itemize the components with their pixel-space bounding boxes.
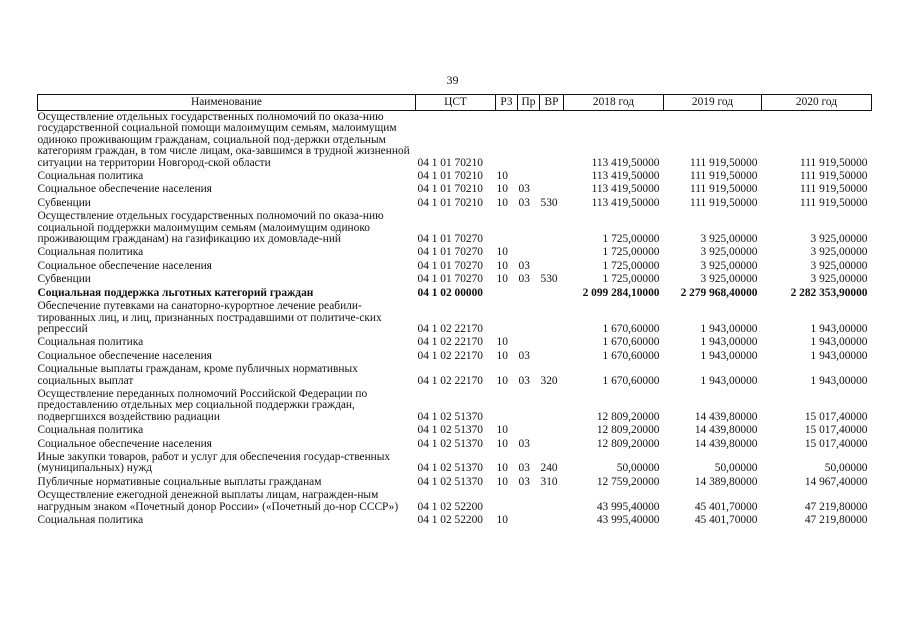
row-2018: 43 995,40000 — [596, 500, 660, 513]
row-cst: 04 1 02 52200 — [417, 514, 483, 526]
row-name: Осуществление отдельных государственных полномочий по оказа-нию государственной социальной помощи малоимущим семьям, малоимущим одиноко проживающим гражданам, социальной под-держки отдельным категориям граждан, в том числе лицам, ока-завшимся в трудной жизненной ситуации на территории Новгород-ской области — [37, 111, 410, 169]
header-2018: 2018 год — [564, 95, 664, 111]
row-2019: 14 439,80000 — [694, 410, 758, 423]
table-row — [38, 476, 872, 489]
row-2020: 111 919,50000 — [800, 170, 868, 183]
table-row — [38, 514, 872, 527]
row-cst: 04 1 02 51370 — [417, 437, 483, 450]
row-rz: 10 — [496, 170, 508, 183]
table-row — [38, 489, 872, 514]
table-row — [38, 451, 872, 476]
row-name: Социальное обеспечение населения — [37, 437, 212, 450]
row-2018: 12 759,20000 — [596, 475, 660, 488]
row-2019: 111 919,50000 — [690, 156, 758, 169]
row-pr — [518, 111, 540, 171]
row-vr: 320 — [540, 374, 558, 387]
row-name: Социальные выплаты гражданам, кроме публичных нормативных социальных выплат — [37, 363, 358, 387]
row-pr — [518, 514, 540, 527]
row-2020: 15 017,40000 — [804, 410, 868, 423]
row-vr — [540, 170, 564, 183]
row-vr: 530 — [540, 273, 558, 286]
row-cst: 04 1 01 70270 — [417, 233, 483, 246]
row-cst: 04 1 02 51370 — [417, 424, 483, 437]
row-rz: 10 — [496, 246, 508, 259]
row-2020: 47 219,80000 — [804, 514, 868, 526]
row-2018: 12 809,20000 — [596, 437, 660, 450]
row-rz — [496, 489, 518, 514]
row-pr: 03 — [518, 273, 530, 286]
row-2018: 1 670,60000 — [602, 322, 660, 335]
row-vr — [540, 336, 564, 349]
row-2020: 3 925,00000 — [810, 273, 868, 286]
row-2019: 111 919,50000 — [690, 196, 758, 209]
row-pr: 03 — [518, 196, 530, 209]
row-2020: 14 967,40000 — [804, 475, 868, 488]
row-pr — [518, 336, 540, 349]
row-pr: 03 — [518, 349, 530, 362]
row-name: Субвенции — [37, 196, 91, 209]
row-name: Осуществление отдельных государственных полномочий по оказа-нию социальной поддержки малоимущим семьям (малоимущим одиноко проживающим гражданам) на газификацию их домовладе-ний — [37, 210, 384, 246]
row-2020: 1 943,00000 — [810, 322, 868, 335]
row-2019: 2 279 968,40000 — [680, 286, 758, 299]
row-vr — [540, 489, 564, 514]
row-name: Субвенции — [37, 273, 91, 286]
row-cst: 04 1 01 70210 — [417, 170, 483, 183]
table-row — [38, 438, 872, 451]
table-row — [38, 350, 872, 363]
row-name: Социальная политика — [37, 514, 144, 526]
row-2020: 1 943,00000 — [810, 336, 868, 349]
row-cst: 04 1 02 51370 — [417, 410, 483, 423]
row-2020: 111 919,50000 — [800, 156, 868, 169]
row-rz: 10 — [496, 183, 508, 196]
row-pr — [518, 210, 540, 246]
row-vr — [540, 438, 564, 451]
row-cst: 04 1 02 52200 — [417, 500, 483, 513]
header-pr: Пр — [518, 95, 540, 111]
row-2019: 14 389,80000 — [694, 475, 758, 488]
row-2020: 2 282 353,90000 — [790, 286, 868, 299]
row-2019: 111 919,50000 — [690, 170, 758, 183]
row-pr: 03 — [518, 437, 530, 450]
row-rz: 10 — [496, 475, 508, 488]
row-name: Социальная политика — [37, 336, 144, 349]
row-cst: 04 1 02 00000 — [417, 286, 483, 299]
row-2018: 1 670,60000 — [602, 374, 660, 387]
table-row — [38, 363, 872, 388]
table-row — [38, 424, 872, 437]
row-vr — [540, 260, 564, 273]
row-vr — [540, 514, 564, 527]
row-2019: 111 919,50000 — [690, 183, 758, 196]
row-name: Осуществление ежегодной денежной выплаты лицам, награжден-ным нагрудным знаком «Почетный донор России» («Почетный до-нор СССР») — [37, 489, 399, 513]
row-2020: 111 919,50000 — [800, 196, 868, 209]
row-name: Социальное обеспечение населения — [37, 349, 212, 362]
row-2018: 113 419,50000 — [591, 196, 660, 209]
table-row — [38, 111, 872, 171]
row-vr — [540, 350, 564, 363]
row-cst: 04 1 01 70210 — [417, 156, 483, 169]
row-pr: 03 — [518, 183, 530, 196]
row-cst: 04 1 02 51370 — [417, 475, 483, 488]
header-2019: 2019 год — [664, 95, 762, 111]
row-2019: 3 925,00000 — [700, 246, 758, 259]
row-rz — [496, 287, 518, 300]
row-vr — [540, 111, 564, 171]
row-rz — [496, 111, 518, 171]
table-header — [38, 95, 872, 111]
row-rz — [496, 300, 518, 336]
row-pr — [518, 170, 540, 183]
row-rz: 10 — [496, 424, 508, 437]
row-cst: 04 1 01 70270 — [417, 246, 483, 259]
row-pr — [518, 300, 540, 336]
row-2020: 1 943,00000 — [810, 349, 868, 362]
row-pr — [518, 287, 540, 300]
row-2019: 14 439,80000 — [694, 424, 758, 437]
row-pr — [518, 388, 540, 424]
row-2020: 15 017,40000 — [804, 424, 868, 437]
row-2019: 3 925,00000 — [700, 273, 758, 286]
row-2019: 3 925,00000 — [700, 233, 758, 246]
row-vr — [540, 210, 564, 246]
row-2018: 113 419,50000 — [591, 183, 660, 196]
row-2018: 113 419,50000 — [591, 156, 660, 169]
row-cst: 04 1 02 22170 — [417, 336, 483, 349]
row-2019: 45 401,70000 — [694, 500, 758, 513]
row-rz — [496, 210, 518, 246]
header-rz: РЗ — [496, 95, 518, 111]
row-2018: 1 670,60000 — [602, 336, 660, 349]
table-row — [38, 388, 872, 424]
row-2019: 45 401,70000 — [694, 514, 758, 526]
row-rz: 10 — [496, 437, 508, 450]
row-2019: 1 943,00000 — [700, 322, 758, 335]
header-name: Наименование — [38, 95, 416, 111]
row-2020: 47 219,80000 — [804, 500, 868, 513]
row-2020: 111 919,50000 — [800, 183, 868, 196]
row-2020: 15 017,40000 — [804, 437, 868, 450]
row-cst: 04 1 01 70210 — [417, 196, 483, 209]
row-name: Социальное обеспечение населения — [37, 259, 212, 272]
row-pr — [518, 424, 540, 437]
table-row — [38, 183, 872, 196]
row-2018: 1 725,00000 — [602, 233, 660, 246]
row-pr: 03 — [518, 259, 530, 272]
row-2018: 12 809,20000 — [596, 410, 660, 423]
row-vr — [540, 424, 564, 437]
row-cst: 04 1 02 22170 — [417, 349, 483, 362]
row-name: Иные закупки товаров, работ и услуг для обеспечения государ-ственных (муниципальных) нужд — [37, 450, 391, 475]
row-2020: 50,00000 — [824, 462, 868, 475]
row-2018: 1 725,00000 — [602, 246, 660, 259]
row-2020: 3 925,00000 — [810, 246, 868, 259]
row-pr — [518, 246, 540, 259]
row-vr: 530 — [540, 196, 558, 209]
row-2019: 14 439,80000 — [694, 437, 758, 450]
header-cst: ЦСТ — [416, 95, 496, 111]
table-row — [38, 170, 872, 183]
page-number: 39 — [446, 73, 459, 87]
row-vr — [540, 246, 564, 259]
row-rz: 10 — [496, 349, 508, 362]
table-row — [38, 336, 872, 349]
row-2018: 50,00000 — [616, 462, 660, 475]
row-cst: 04 1 01 70210 — [417, 183, 483, 196]
row-pr: 03 — [518, 374, 530, 387]
row-vr: 310 — [540, 475, 558, 488]
row-2019: 3 925,00000 — [700, 259, 758, 272]
row-vr — [540, 300, 564, 336]
table-row — [38, 300, 872, 336]
row-cst: 04 1 02 22170 — [417, 374, 483, 387]
row-cst: 04 1 02 51370 — [417, 462, 483, 475]
row-2018: 12 809,20000 — [596, 424, 660, 437]
row-2019: 1 943,00000 — [700, 374, 758, 387]
row-cst: 04 1 01 70270 — [417, 259, 483, 272]
row-name: Социальная поддержка льготных категорий граждан — [37, 286, 314, 299]
row-rz: 10 — [496, 462, 508, 475]
row-2020: 3 925,00000 — [810, 233, 868, 246]
header-2020: 2020 год — [762, 95, 872, 111]
row-name: Обеспечение путевками на санаторно-курортное лечение реабили-тированных лиц, и лиц, признанных пострадавшими от политиче-ских репрессий — [37, 300, 382, 335]
row-cst: 04 1 01 70270 — [417, 273, 483, 286]
row-2020: 1 943,00000 — [810, 374, 868, 387]
row-pr: 03 — [518, 462, 530, 475]
row-name: Социальное обеспечение населения — [37, 183, 212, 196]
table-row — [38, 273, 872, 286]
row-rz: 10 — [496, 374, 508, 387]
row-pr: 03 — [518, 475, 530, 488]
table-row — [38, 260, 872, 273]
row-name: Осуществление переданных полномочий Российской Федерации по предоставлению отдельных мер социальной поддержки граждан, подвергшихся воздействию радиации — [37, 387, 368, 423]
row-vr — [540, 287, 564, 300]
row-pr — [518, 489, 540, 514]
row-2018: 43 995,40000 — [596, 514, 660, 526]
row-rz: 10 — [496, 259, 508, 272]
row-2019: 1 943,00000 — [700, 336, 758, 349]
row-rz — [496, 388, 518, 424]
header-vr: ВР — [540, 95, 564, 111]
row-name: Публичные нормативные социальные выплаты гражданам — [37, 475, 322, 488]
row-vr — [540, 183, 564, 196]
row-vr — [540, 388, 564, 424]
row-name: Социальная политика — [37, 246, 144, 259]
row-rz: 10 — [496, 196, 508, 209]
row-name: Социальная политика — [37, 170, 144, 183]
row-2019: 50,00000 — [714, 462, 758, 475]
row-2018: 1 725,00000 — [602, 273, 660, 286]
row-cst: 04 1 02 22170 — [417, 322, 483, 335]
row-2018: 1 725,00000 — [602, 259, 660, 272]
row-2018: 1 670,60000 — [602, 349, 660, 362]
row-2020: 3 925,00000 — [810, 259, 868, 272]
table-row — [38, 197, 872, 210]
row-rz: 10 — [496, 514, 508, 526]
row-2018: 2 099 284,10000 — [582, 286, 660, 299]
table-row — [38, 287, 872, 300]
row-2019: 1 943,00000 — [700, 349, 758, 362]
row-rz: 10 — [496, 273, 508, 286]
row-2018: 113 419,50000 — [591, 170, 660, 183]
row-vr: 240 — [540, 462, 558, 475]
budget-table — [37, 94, 872, 527]
row-rz: 10 — [496, 336, 508, 349]
table-row — [38, 210, 872, 246]
table-body — [38, 111, 872, 528]
table-row — [38, 246, 872, 259]
row-name: Социальная политика — [37, 424, 144, 437]
